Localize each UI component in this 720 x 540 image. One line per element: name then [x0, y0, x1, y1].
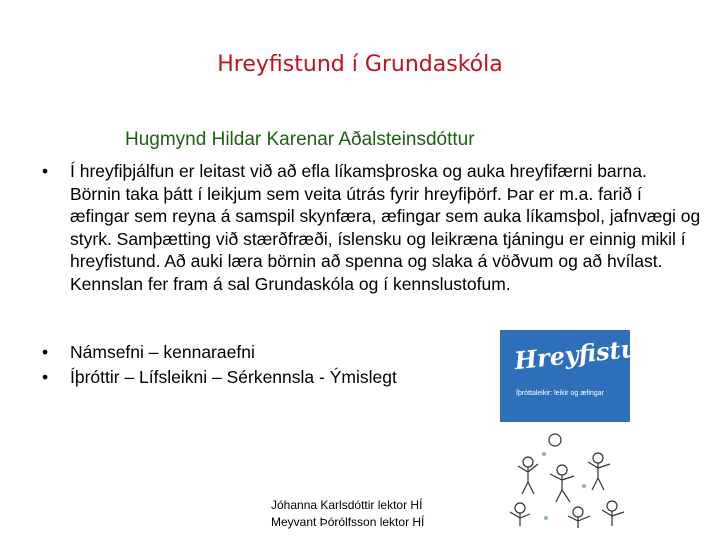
author-credits [271, 497, 424, 531]
slide-title: Hreyfistund í Grundaskóla [217, 52, 503, 77]
bullet-text: Íþróttir – Lífsleikni – Sérkennsla - Ýmislegt [70, 367, 397, 387]
credit-line: Jóhanna Karlsdóttir lektor HÍ [271, 498, 423, 512]
bullet-marker: • [42, 367, 49, 387]
bullet-text: Námsefni – kennaraefni [70, 342, 255, 362]
bullet-text: Í hreyfiþjálfun er leitast við að efla líkamsþroska og auka hreyfifærni barna. Börnin taka þátt í leikjum sem veita útrás fyrir hreyfiþörf. Þar er m.a. farið í æfingar sem reyna á samspil skynfæra, æfingar sem auka líkamsþol, jafnvægi og styrk. Samþætting við stærðfræði, íslensku og leikræna tjáningu er einnig mikil í hreyfistund. Að auki læra börnin að spenna og slaka á vöðvum og að hvílast. Kennslan fer fram á sal Grundaskóla og í kennslustofum. [70, 161, 701, 294]
book-subtitle: Íþróttaleikir: leikir og æfingar [516, 390, 604, 397]
bullet-item-materials [42, 340, 502, 365]
bullet-list-secondary [42, 340, 502, 390]
bullet-list-main [42, 160, 702, 296]
bullet-marker: • [42, 342, 49, 362]
book-cover-image [500, 329, 674, 530]
credit-line: Meyvant Þórólfsson lektor HÍ [271, 515, 425, 529]
bullet-item-description [42, 160, 702, 296]
slide-subtitle: Hugmynd Hildar Karenar Aðalsteinsdóttur [125, 129, 475, 150]
bullet-item-subjects [42, 365, 502, 390]
bullet-marker: • [42, 161, 49, 181]
children-illustration [500, 330, 630, 530]
book-title: Hreyfistund [512, 329, 674, 376]
